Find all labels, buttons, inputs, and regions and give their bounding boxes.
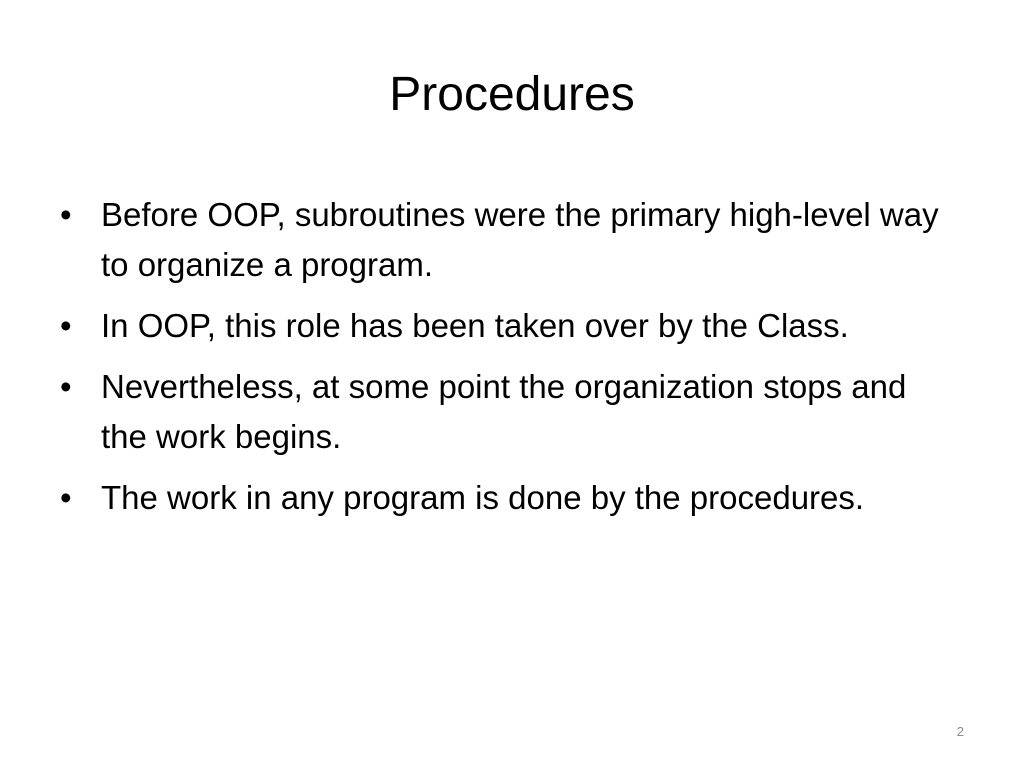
bullet-list (60, 190, 950, 534)
page-number: 2 (956, 724, 964, 739)
bullet-text: Nevertheless, at some point the organization stops and the work begins. (101, 368, 907, 455)
bullet-dot-icon: • (60, 479, 72, 516)
bullet-dot-icon: • (60, 368, 72, 405)
bullet-item (60, 190, 950, 290)
bullet-item (60, 301, 950, 351)
bullet-text: The work in any program is done by the procedures. (101, 479, 865, 516)
bullet-item (60, 362, 950, 462)
bullet-dot-icon: • (60, 196, 72, 233)
bullet-text: Before OOP, subroutines were the primary high-level way to organize a program. (101, 196, 939, 283)
slide-title: Procedures (389, 68, 635, 121)
bullet-item (60, 473, 950, 523)
bullet-text: In OOP, this role has been taken over by the Class. (101, 307, 849, 344)
bullet-dot-icon: • (60, 307, 72, 344)
